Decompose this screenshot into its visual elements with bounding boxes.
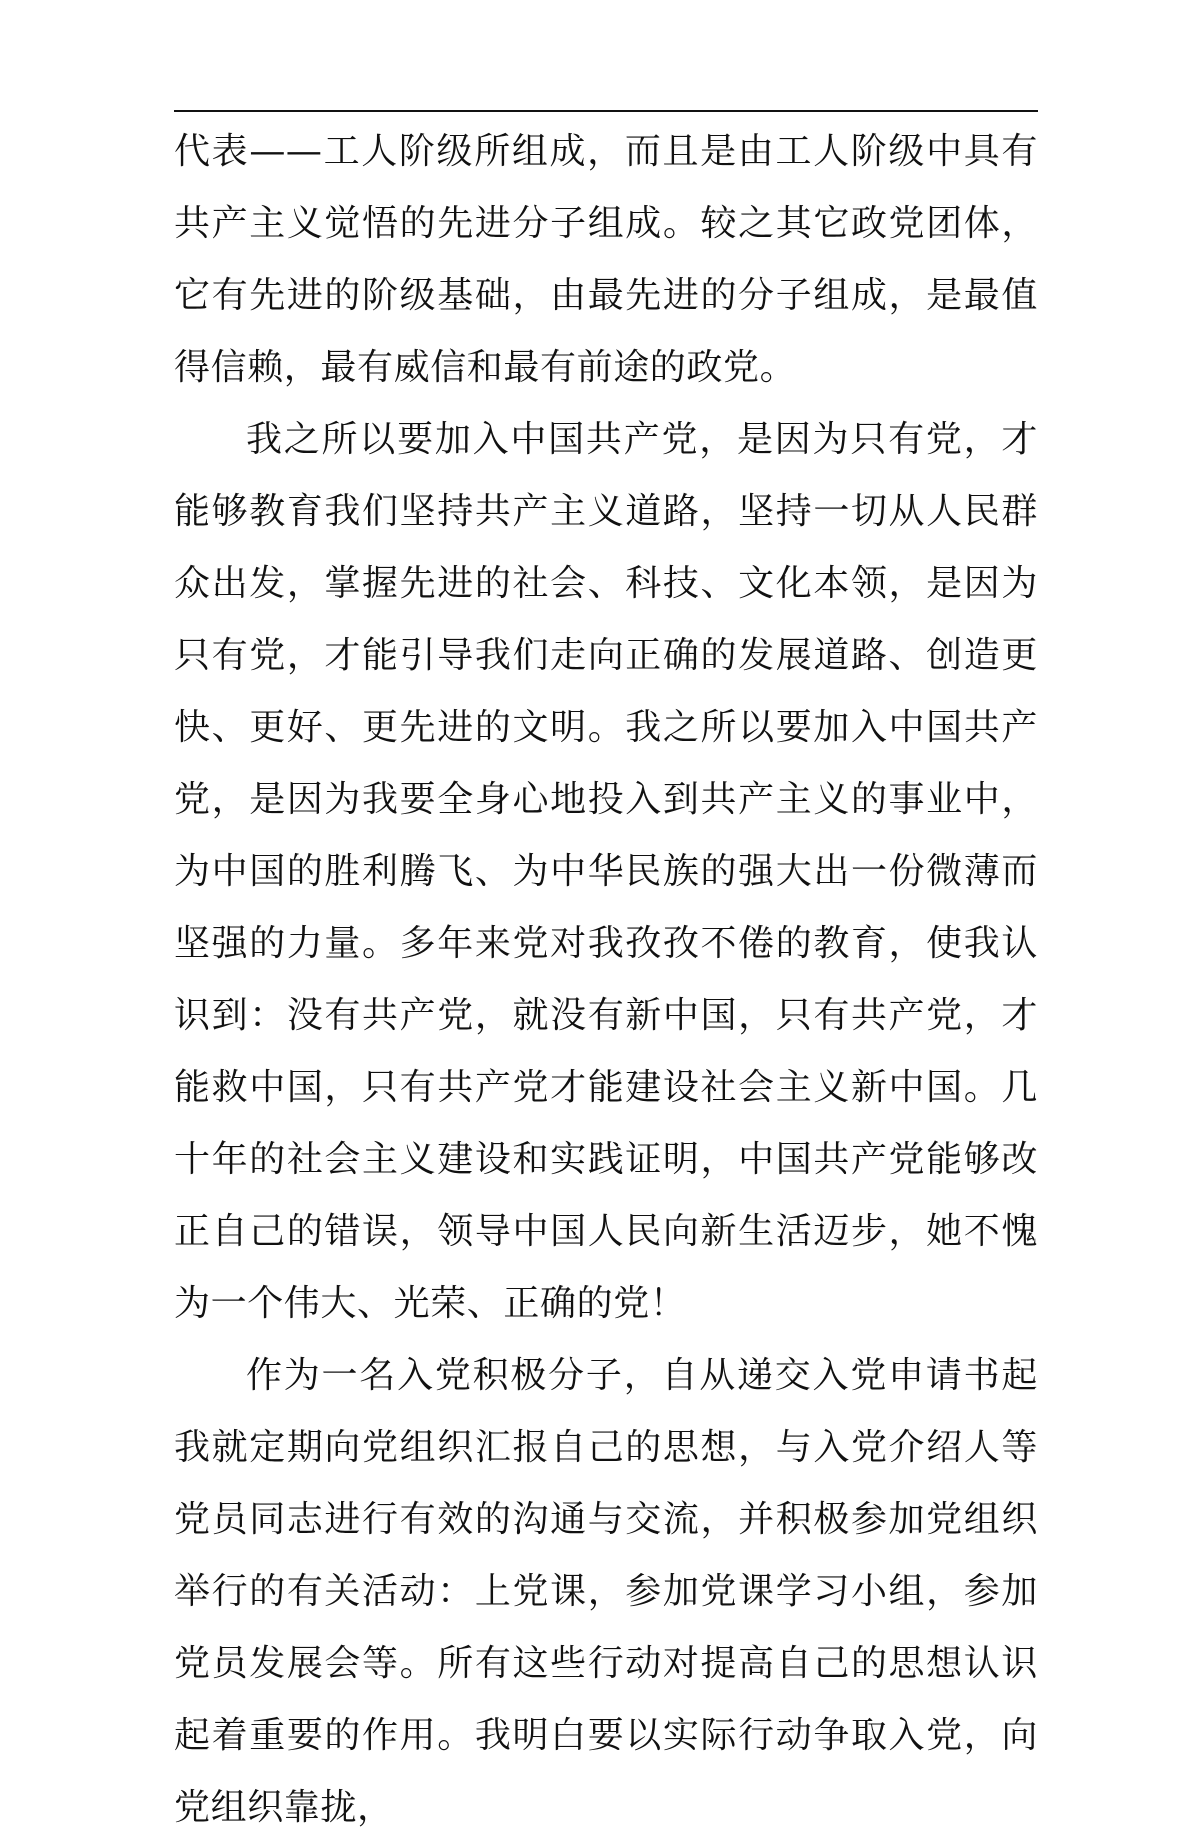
header-rule <box>174 110 1038 112</box>
paragraph-reasons-for-joining: 我之所以要加入中国共产党，是因为只有党，才能够教育我们坚持共产主义道路，坚持一切从人民群众出发，掌握先进的社会、科技、文化本领，是因为只有党，才能引导我们走向正确的发展道路、创造更快、更好、更先进的文明。我之所以要加入中国共产党，是因为我要全身心地投入到共产主义的事业中，为中国的胜利腾飞、为中华民族的强大出一份微薄而坚强的力量。多年来党对我孜孜不倦的教育，使我认识到：没有共产党，就没有新中国，只有共产党，才能救中国，只有共产党才能建设社会主义新中国。几十年的社会主义建设和实践证明，中国共产党能够改正自己的错误，领导中国人民向新生活迈步，她不愧为一个伟大、光荣、正确的党！ <box>174 419 1038 1324</box>
paragraph-activist-actions: 作为一名入党积极分子，自从递交入党申请书起我就定期向党组织汇报自己的思想，与入党介绍人等党员同志进行有效的沟通与交流，并积极参加党组织举行的有关活动：上党课，参加党课学习小组，参加党员发展会等。所有这些行动对提高自己的思想认识起着重要的作用。我明白要以实际行动争取入党，向党组织靠拢， <box>174 1355 1038 1828</box>
paragraph-continued: 代表——工人阶级所组成，而且是由工人阶级中具有共产主义觉悟的先进分子组成。较之其它政党团体，它有先进的阶级基础，由最先进的分子组成，是最值得信赖，最有威信和最有前途的政党。 <box>174 131 1038 388</box>
document-body <box>174 116 1038 1844</box>
